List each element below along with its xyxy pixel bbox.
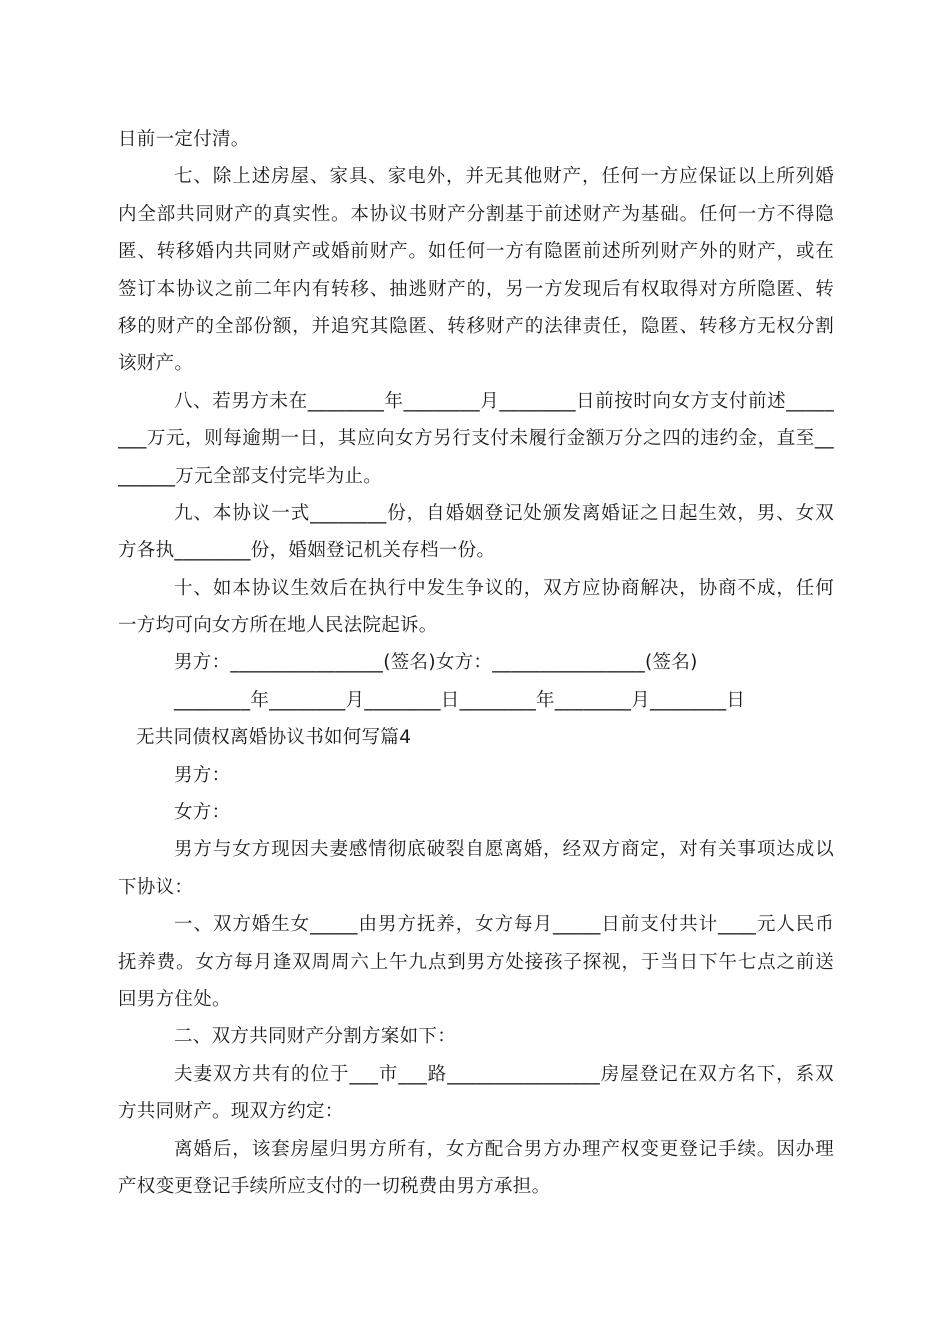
text-line: 男方与女方现因夫妻感情彻底破裂自愿离婚，经双方商定，对有关事项达成以 xyxy=(174,839,834,861)
text-line: 七、除上述房屋、家具、家电外，并无其他财产，任何一方应保证以上所列婚 xyxy=(174,166,834,188)
text-line: 内全部共同财产的真实性。本协议书财产分割基于前述财产为基础。任何一方不得隐 xyxy=(118,203,834,225)
text-line: 方共同财产。现双方约定： xyxy=(118,1101,344,1123)
text-line: 匿、转移婚内共同财产或婚前财产。如任何一方有隐匿前述所列财产外的财产，或在 xyxy=(118,241,834,263)
text-line: 方各执________份，婚姻登记机关存档一份。 xyxy=(118,540,496,562)
text-line: 二、双方共同财产分割方案如下： xyxy=(174,1026,457,1048)
text-line: 离婚后，该套房屋归男方所有，女方配合男方办理产权变更登记手续。因办理 xyxy=(174,1138,834,1160)
text-line: 下协议： xyxy=(118,876,194,898)
text-line: 一、双方婚生女_____由男方抚养，女方每月_____日前支付共计____元人民币 xyxy=(174,914,834,936)
text-line: 抚养费。女方每月逢双周周六上午九点到男方处接孩子探视，于当日下午七点之前送 xyxy=(118,951,834,973)
text-line: 回男方住处。 xyxy=(118,988,231,1010)
text-line: 产权变更登记手续所应支付的一切税费由男方承担。 xyxy=(118,1175,551,1197)
text-line: ___万元，则每逾期一日，其应向女方另行支付未履行金额万分之四的违约金，直至__ xyxy=(118,428,834,450)
text-line: 女方： xyxy=(174,802,231,824)
text-line: 签订本协议之前二年内有转移、抽逃财产的，另一方发现后有权取得对方所隐匿、转 xyxy=(118,278,834,300)
text-line: 八、若男方未在________年________月________日前按时向女方支付前述_____ xyxy=(174,390,834,412)
document-body xyxy=(118,121,834,1205)
text-line: 一方均可向女方所在地人民法院起诉。 xyxy=(118,615,438,637)
text-line: 男方：________________(签名)女方：________________(签名) xyxy=(174,652,698,674)
text-line: 该财产。 xyxy=(118,353,194,375)
text-line: ______万元全部支付完毕为止。 xyxy=(118,465,383,487)
text-line: 九、本协议一式________份，自婚姻登记处颁发离婚证之日起生效，男、女双 xyxy=(174,502,834,524)
text-line: 日前一定付清。 xyxy=(118,129,250,150)
text-line: 移的财产的全部份额，并追究其隐匿、转移财产的法律责任，隐匿、转移方无权分割 xyxy=(118,315,834,337)
text-line: 男方： xyxy=(174,764,231,786)
text-line: ________年________月________日________年________月________日 xyxy=(174,689,746,711)
section-heading: 无共同债权离婚协议书如何写篇4 xyxy=(136,727,412,749)
text-line: 十、如本协议生效后在执行中发生争议的，双方应协商解决，协商不成，任何 xyxy=(174,577,834,599)
text-line: 夫妻双方共有的位于___市___路________________房屋登记在双方名下，系双 xyxy=(174,1063,834,1085)
